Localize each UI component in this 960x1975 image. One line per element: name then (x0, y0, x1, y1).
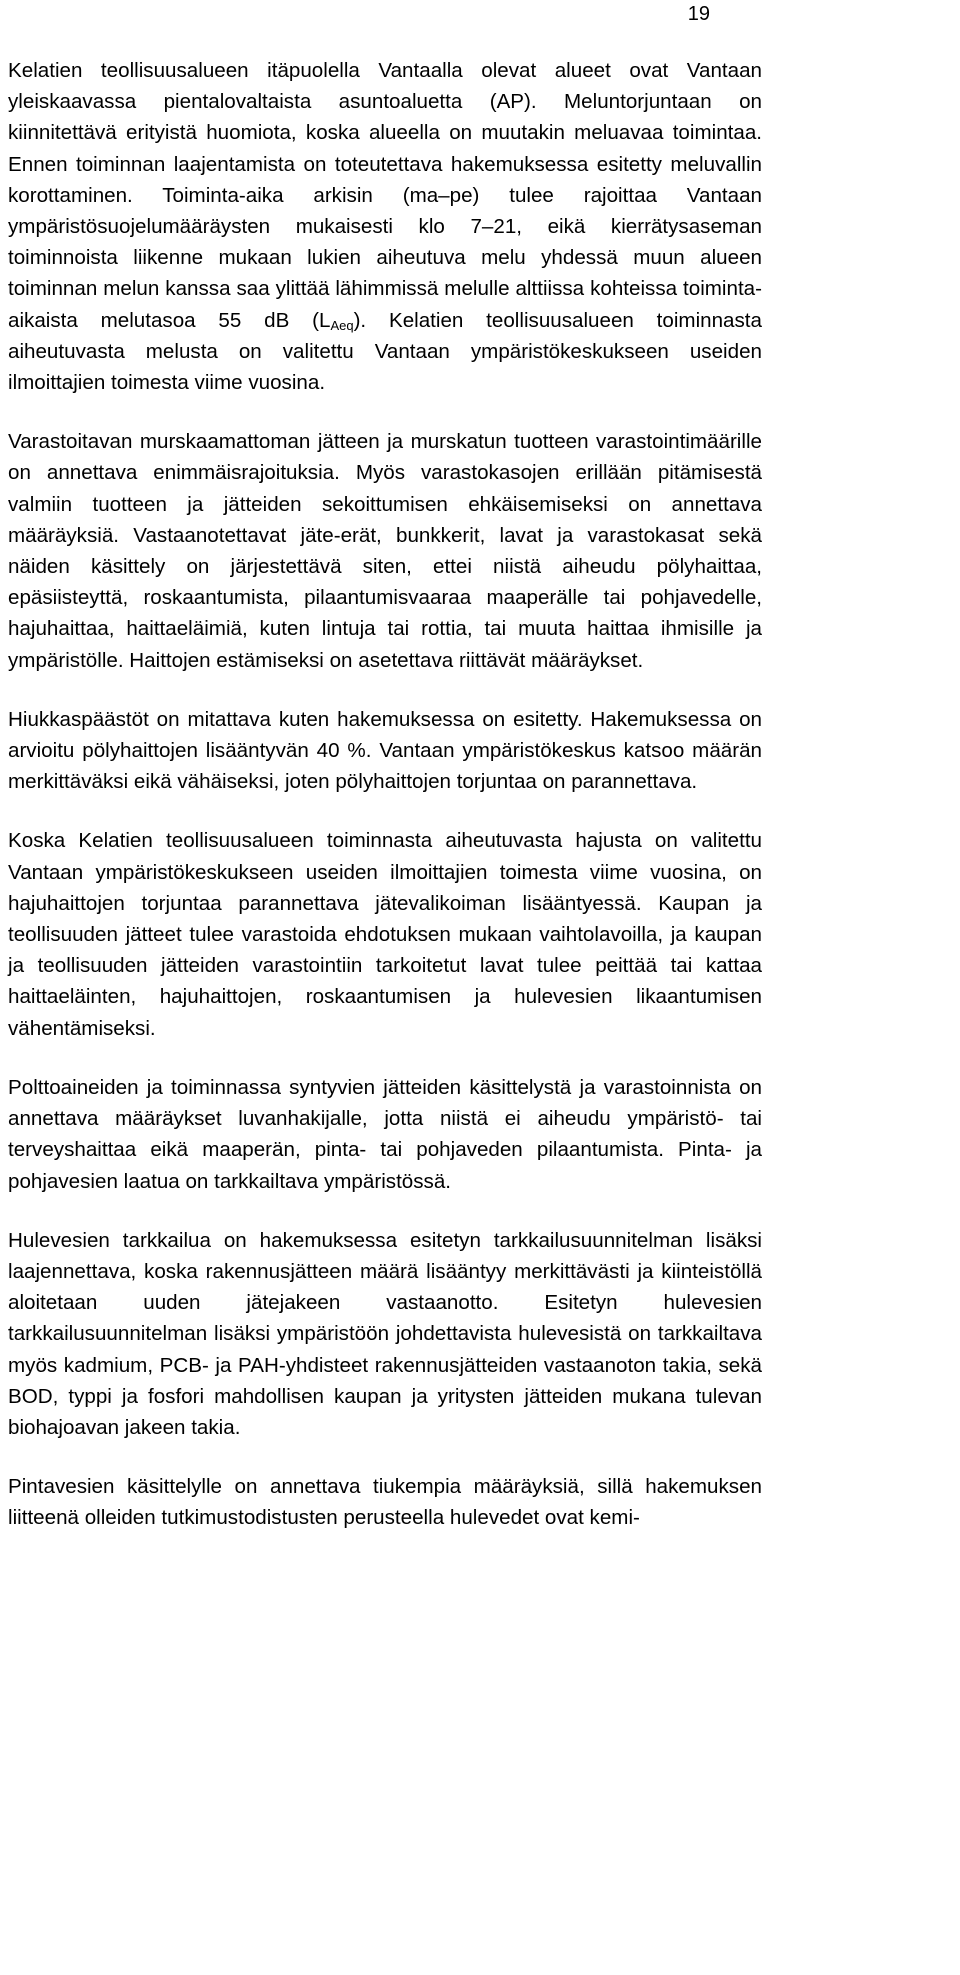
paragraph-storage: Varastoitavan murskaamattoman jätteen ja murskatun tuotteen varastointimäärille on annettava enimmäisrajoituksia. Myös varastokasojen erillään pitämisestä valmiin tuotteen ja jätteiden sekoittumisen ehkäisemiseksi on annettava määräyksiä. Vastaanotettavat jäte-erät, bunkkerit, lavat ja varastokasat sekä näiden käsittely on järjestettävä siten, ettei niistä aiheudu pölyhaittaa, epäsiisteyttä, roskaantumista, pilaantumisvaaraa maaperälle tai pohjavedelle, hajuhaittaa, haittaeläimiä, kuten lintuja tai rottia, tai muuta haittaa ihmisille ja ympäristölle. Haittojen estämiseksi on asetettava riittävät määräykset. (8, 430, 762, 672)
paragraph-dust: Hiukkaspäästöt on mitattava kuten hakemuksessa on esitetty. Hakemuksessa on arvioitu pölyhaittojen lisääntyvän 40 %. Vantaan ympäristökeskus katsoo määrän merkittäväksi eikä vähäiseksi, joten pölyhaittojen torjuntaa on parannettava. (8, 707, 762, 794)
paragraph-odour: Koska Kelatien teollisuusalueen toiminnasta aiheutuvasta hajusta on valitettu Vantaan ympäristökeskukseen useiden ilmoittajien toimesta viime vuosina, on hajuhaittojen torjuntaa parannettava jätevalikoiman lisääntyessä. Kaupan ja teollisuuden jätteet tulee varastoida ehdotuksen mukaan vaihtolavoilla, ja kaupan ja teollisuuden jätteiden varastointiin tarkoitetut lavat tulee peittää tai kattaa haittaeläinten, hajuhaittojen, roskaantumisen ja hulevesien likaantumisen vähentämiseksi. (8, 829, 762, 1040)
paragraph-noise-text: Kelatien teollisuusalueen itäpuolella Vantaalla olevat alueet ovat Vantaan yleiskaavassa pientalovaltaista asuntoaluetta (AP). Meluntorjuntaan on kiinnitettävä erityistä huomiota, koska alueella on muutakin meluavaa toimintaa. Ennen toiminnan laajentamista on toteutettava hakemuksessa esitetty meluvallin korottaminen. Toiminta-aika arkisin (ma–pe) tulee rajoittaa Vantaan ympäristösuojelumääräysten mukaisesti klo 7–21, eikä kierrätysaseman toiminnoista liikenne mukaan lukien aiheutuva melu yhdessä muun alueen toiminnan melun kanssa saa ylittää lähimmissä melulle alttiissa kohteissa toiminta-aikaista melutasoa 55 dB (L (8, 59, 762, 332)
paragraph-surface-water: Pintavesien käsittelylle on annettava tiukempia määräyksiä, sillä hakemuksen liitteenä olleiden tutkimustodistusten perusteella hulevedet ovat kemi- (8, 1475, 762, 1530)
page-number: 19 (687, 3, 710, 25)
body-text (0, 55, 762, 1562)
laeq-subscript: Aeq (330, 317, 354, 333)
paragraph-noise-text-end: ). Kelatien teollisuusalueen toiminnasta aiheutuvasta melusta on valitettu Vantaan ympäristökeskukseen useiden ilmoittajien toimesta viime vuosina. (8, 308, 762, 395)
paragraph-stormwater-monitoring: Hulevesien tarkkailua on hakemuksessa esitetyn tarkkailusuunnitelman lisäksi laajennettava, koska rakennusjätteen määrä lisääntyy merkittävästi ja kiinteistöllä aloitetaan uuden jätejakeen vastaanotto. Esitetyn hulevesien tarkkailusuunnitelman lisäksi ympäristöön johdettavista hulevesistä on tarkkailtava myös kadmium, PCB- ja PAH-yhdisteet rakennusjätteiden vastaanoton takia, sekä BOD, typpi ja fosfori mahdollisen kaupan ja yritysten jätteiden mukana tulevan biohajoavan jakeen takia. (8, 1228, 762, 1439)
paragraph-fuels: Polttoaineiden ja toiminnassa syntyvien jätteiden käsittelystä ja varastoinnista on annettava määräykset luvanhakijalle, jotta niistä ei aiheudu ympäristö- tai terveyshaittaa eikä maaperän, pinta- tai pohjaveden pilaantumista. Pinta- ja pohjavesien laatua on tarkkailtava ympäristössä. (8, 1075, 762, 1193)
paragraph-noise (8, 55, 762, 398)
